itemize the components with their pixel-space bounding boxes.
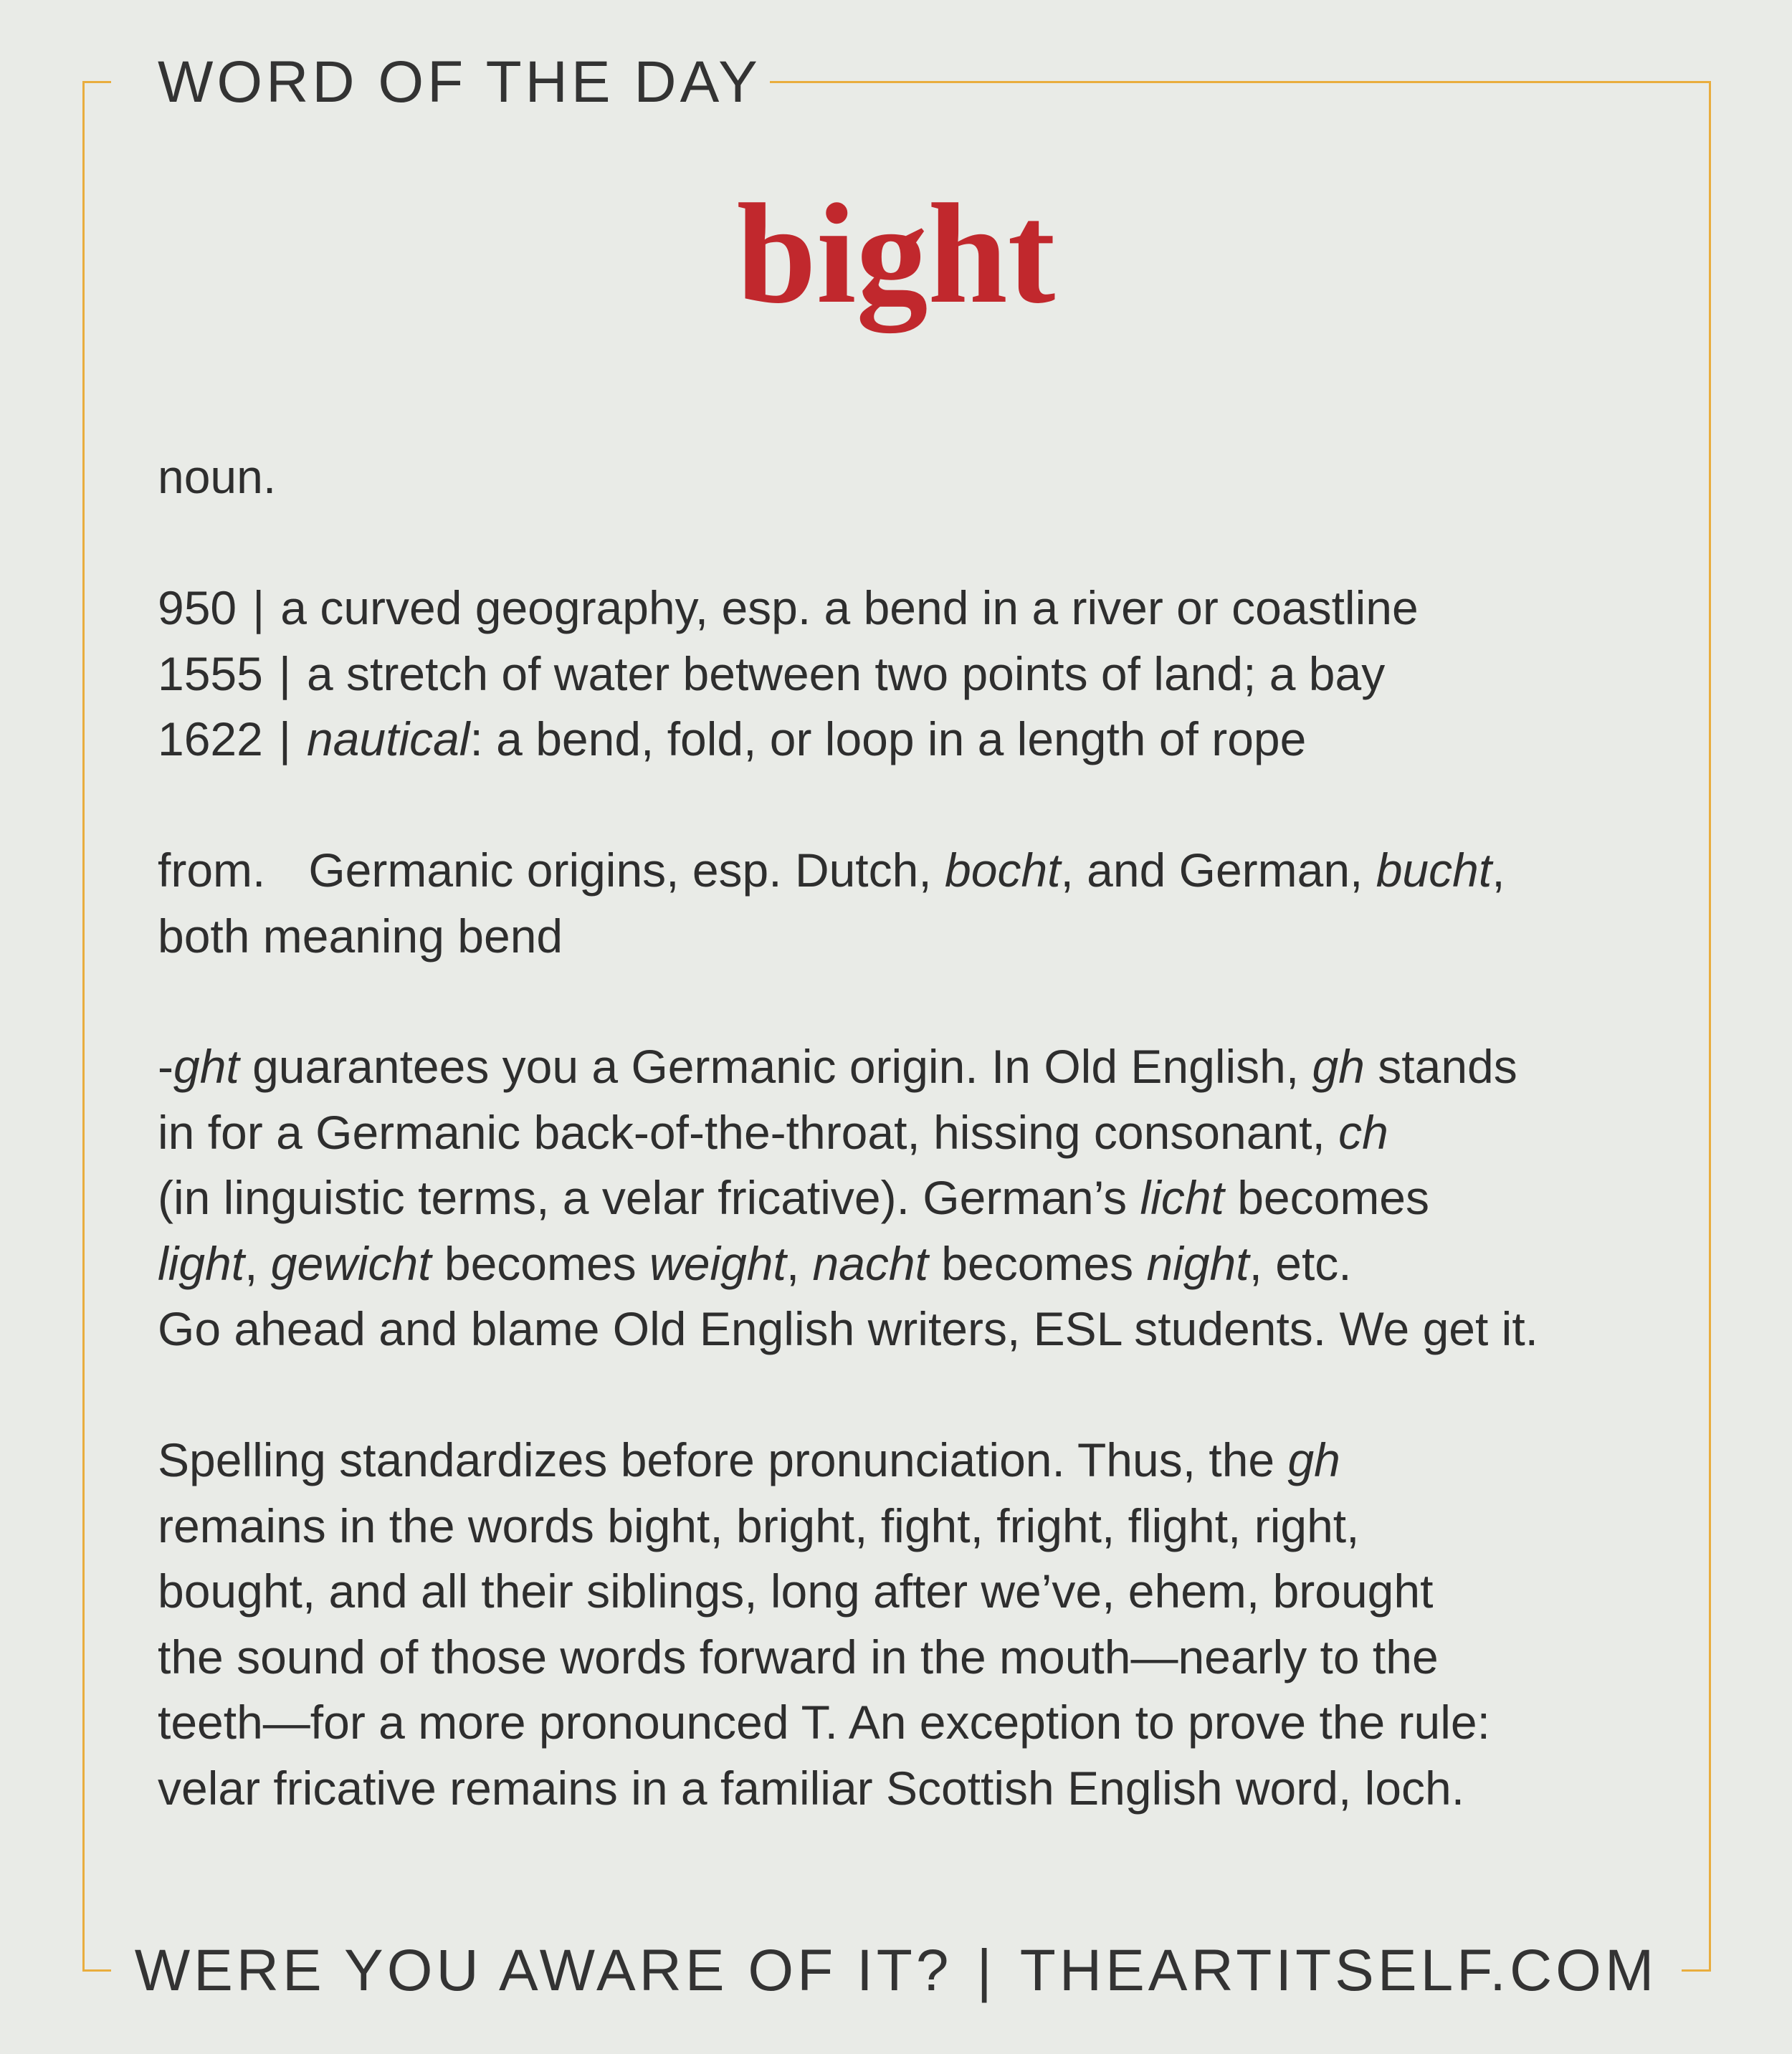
etymology-text: , [1492,844,1505,897]
text-run: , [786,1236,813,1290]
etymology-dutch-word: bocht [945,844,1061,897]
frame-top-right-line [770,81,1711,83]
text-run-italic: licht [1140,1171,1224,1224]
word-title: bight [736,175,1056,333]
etymology-line [158,838,1684,904]
paragraph-line [158,1100,1684,1166]
definition-text: a stretch of water between two points of land; a bay [306,646,1386,700]
paragraph-line: the sound of those words forward in the mouth—nearly to the [158,1630,1439,1683]
text-run: Spelling standardizes before pronunciation. Thus, the [158,1433,1288,1486]
text-run: guarantees you a Germanic origin. In Old English, [239,1040,1312,1093]
text-run: (in linguistic terms, a velar fricative). German’s [158,1171,1140,1224]
paragraph-line: Go ahead and blame Old English writers, ESL students. We get it. [158,1302,1539,1355]
text-run-italic: gewicht [270,1236,432,1290]
definition-separator: | [278,646,291,700]
paragraph-origin [158,1034,1684,1362]
text-run: becomes [431,1236,650,1290]
paragraph-line [158,1231,1684,1297]
etymology-line: both meaning bend [158,909,563,962]
footer [0,1931,1792,2010]
text-run-italic: ch [1338,1105,1388,1159]
text-run-italic: gh [1287,1433,1340,1486]
text-run-italic: gh [1312,1040,1365,1093]
paragraph-line: teeth—for a more pronounced T. An exception to prove the rule: [158,1696,1490,1749]
etymology-text: Germanic origins, esp. Dutch, [308,844,945,897]
paragraph-spelling [158,1428,1684,1821]
text-run: becomes [928,1236,1147,1290]
paragraph-line [158,1165,1684,1231]
text-run-italic: nacht [812,1236,928,1290]
text-run: becomes [1224,1171,1430,1224]
text-run-italic: weight [649,1236,786,1290]
definition-separator: | [252,581,265,634]
footer-website: THEARTITSELF.COM [1019,1938,1658,2003]
frame-right-line [1709,81,1711,1972]
definition-year: 1622 [158,712,263,765]
definition-separator: | [278,712,291,765]
text-run: in for a Germanic back-of-the-throat, hissing consonant, [158,1105,1339,1159]
definition-domain: nautical [306,712,470,765]
frame-top-left-line [82,81,111,83]
etymology-text: , and German, [1060,844,1376,897]
footer-separator: | [976,1938,996,2003]
definition-item [158,707,1684,773]
footer-tagline: WERE YOU AWARE OF IT? [134,1938,953,2003]
definition-text: : a bend, fold, or loop in a length of rope [470,712,1307,765]
text-run: , etc. [1249,1236,1352,1290]
definition-year: 950 [158,581,237,634]
text-run-italic: light [158,1236,245,1290]
definition-year: 1555 [158,646,263,700]
text-run: stands [1364,1040,1517,1093]
text-run: , [244,1236,271,1290]
paragraph-line [158,1428,1684,1494]
text-run-italic: night [1146,1236,1249,1290]
part-of-speech-label: noun. [158,450,277,503]
paragraph-line: bought, and all their siblings, long after we’ve, ehem, brought [158,1565,1434,1618]
part-of-speech [158,444,1684,510]
paragraph-line [158,1034,1684,1100]
etymology-german-word: bucht [1376,844,1492,897]
etymology [158,838,1684,969]
definitions-list [158,575,1684,773]
text-run-italic: ght [173,1040,239,1093]
frame-left-line [82,81,85,1972]
header-label: WORD OF THE DAY [158,49,761,115]
paragraph-line: remains in the words bight, bright, fight, fright, flight, right, [158,1499,1360,1552]
etymology-label: from. [158,844,266,897]
definition-item [158,575,1684,641]
text-run: - [158,1040,173,1093]
paragraph-line: velar fricative remains in a familiar Scottish English word, loch. [158,1761,1465,1815]
definition-text: a curved geography, esp. a bend in a river or coastline [280,581,1419,634]
definition-item [158,641,1684,707]
